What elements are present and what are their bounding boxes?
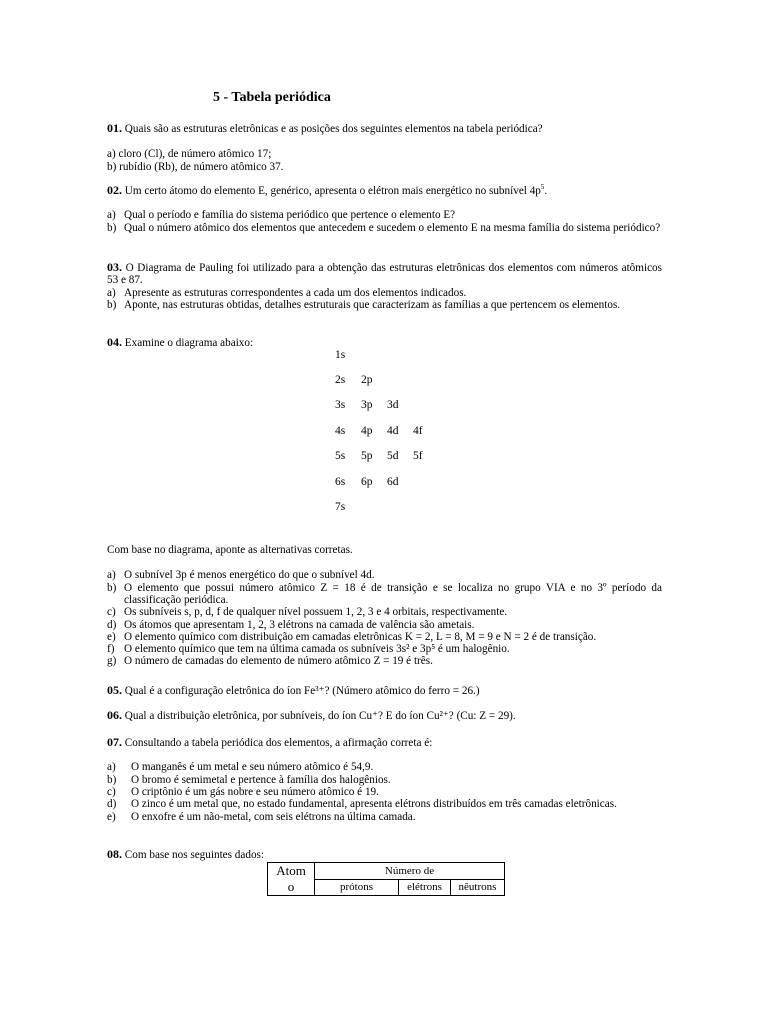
item-text: O subnível 3p é menos energético do que o subnível 4d. bbox=[124, 569, 375, 582]
question-text: O Diagrama de Pauling foi utilizado para a obtenção das estruturas eletrônicas dos elementos com números atômicos 53 e 87. bbox=[107, 262, 662, 287]
sublevel: 7s bbox=[335, 501, 346, 513]
sublevel: 5s bbox=[335, 450, 346, 462]
item-label: a) bbox=[107, 286, 116, 299]
item-label: a) bbox=[107, 761, 116, 774]
question-02 bbox=[107, 184, 662, 234]
list-item bbox=[107, 606, 662, 618]
sublevel: 4f bbox=[413, 425, 423, 437]
table-header-atom bbox=[268, 863, 315, 896]
sublevel: 4d bbox=[387, 425, 399, 437]
question-number: 08. bbox=[107, 847, 122, 861]
item-text: O bromo é semimetal e pertence à família dos halogênios. bbox=[131, 773, 391, 786]
question-06 bbox=[107, 709, 662, 722]
item-label: e) bbox=[107, 810, 116, 823]
prompt-text: Com base no diagrama, aponte as alternativas corretas. bbox=[107, 544, 353, 556]
item-text: O elemento que possui número atômico Z = 18 é de transição e se localiza no grupo VIA e no 3º período da classificação periódica. bbox=[124, 581, 662, 606]
item-label: a) bbox=[107, 209, 116, 222]
item-text: Qual o número atômico dos elementos que antecedem e sucedem o elemento E na mesma família do sistema periódico? bbox=[124, 221, 661, 234]
question-number: 06. bbox=[107, 708, 122, 722]
list-item bbox=[107, 299, 662, 311]
sublevel: 3d bbox=[387, 399, 399, 411]
table-col-header: elétrons bbox=[399, 879, 451, 896]
superscript: 5 bbox=[540, 183, 545, 191]
list-item: a) cloro (Cl), de número atômico 17; bbox=[107, 148, 272, 161]
item-text: O elemento químico que tem na última camada os subníveis 3s² e 3p⁵ é um halogênio. bbox=[124, 643, 510, 656]
item-label: b) bbox=[107, 581, 117, 594]
diagram-row bbox=[335, 450, 439, 462]
list-item bbox=[107, 798, 662, 810]
item-label: c) bbox=[107, 786, 116, 798]
item-label: c) bbox=[107, 606, 116, 619]
item-label: b) bbox=[107, 773, 117, 786]
list-item bbox=[107, 582, 662, 607]
item-text: O zinco é um metal que, no estado fundamental, apresenta elétrons distribuídos em três camadas eletrônicas. bbox=[131, 798, 617, 811]
sublevel: 5f bbox=[413, 450, 423, 462]
item-label: b) bbox=[107, 221, 117, 234]
question-text: Qual a distribuição eletrônica, por subníveis, do íon Cu⁺? E do íon Cu²⁺? (Cu: Z = 29). bbox=[124, 710, 516, 722]
list-item bbox=[107, 619, 662, 631]
sublevel: 6p bbox=[361, 476, 373, 488]
item-text: O manganês é um metal e seu número atômico é 54,9. bbox=[131, 761, 374, 774]
list-item bbox=[107, 569, 662, 581]
diagram-row bbox=[335, 374, 387, 386]
page-title: 5 - Tabela periódica bbox=[213, 90, 331, 105]
question-04 bbox=[107, 336, 662, 349]
question-number: 01. bbox=[107, 121, 122, 135]
sublevel: 5d bbox=[387, 450, 399, 462]
question-01 bbox=[107, 122, 662, 173]
list-item bbox=[107, 222, 662, 234]
list-item bbox=[107, 643, 662, 655]
item-text: O número de camadas do elemento de número atômico Z = 19 é três. bbox=[124, 655, 433, 668]
item-text: Qual o período e família do sistema periódico que pertence o elemento E? bbox=[124, 209, 456, 222]
list-item bbox=[107, 655, 662, 667]
question-04-prompt bbox=[107, 544, 662, 668]
item-text: Aponte, nas estruturas obtidas, detalhes estruturais que caracterizam as famílias a que pertencem os elementos. bbox=[124, 299, 621, 312]
question-08 bbox=[107, 848, 662, 861]
list-item bbox=[107, 761, 662, 773]
question-number: 03. bbox=[107, 260, 122, 274]
sublevel: 2s bbox=[335, 374, 346, 386]
sublevel: 2p bbox=[361, 374, 373, 386]
sublevel: 3p bbox=[361, 399, 373, 411]
item-text: O elemento químico com distribuição em camadas eletrônicas K = 2, L = 8, M = 9 e N = 2 é de transição. bbox=[124, 630, 597, 643]
list-item bbox=[107, 774, 662, 786]
list-item bbox=[107, 631, 662, 643]
list-item bbox=[107, 786, 662, 798]
sublevel: 6s bbox=[335, 476, 346, 488]
question-text: Examine o diagrama abaixo: bbox=[124, 337, 254, 349]
sublevel: 4s bbox=[335, 425, 346, 437]
question-text-end: . bbox=[544, 185, 548, 197]
list-item bbox=[107, 811, 662, 823]
table-col-header: prótons bbox=[315, 879, 399, 896]
question-text: Consultando a tabela periódica dos elementos, a afirmação correta é: bbox=[124, 737, 433, 749]
diagram-row bbox=[335, 425, 439, 437]
question-number: 07. bbox=[107, 735, 122, 749]
atom-header-line1: Atom bbox=[276, 863, 306, 878]
item-label: e) bbox=[107, 630, 116, 643]
question-text: Um certo átomo do elemento E, genérico, apresenta o elétron mais energético no subnível 4p bbox=[124, 185, 541, 197]
item-label: g) bbox=[107, 655, 117, 668]
diagram-row bbox=[335, 349, 361, 361]
question-number: 05. bbox=[107, 683, 122, 697]
item-label: b) bbox=[107, 299, 117, 312]
item-text: Os átomos que apresentam 1, 2, 3 elétrons na camada de valência são ametais. bbox=[124, 618, 475, 631]
item-label: a) bbox=[107, 569, 116, 582]
question-05 bbox=[107, 684, 662, 697]
sublevel: 3s bbox=[335, 399, 346, 411]
item-text: Apresente as estruturas correspondentes a cada um dos elementos indicados. bbox=[124, 286, 467, 299]
question-number: 02. bbox=[107, 183, 122, 197]
item-text: O enxofre é um não-metal, com seis elétrons na última camada. bbox=[131, 810, 416, 823]
diagram-row bbox=[335, 501, 361, 513]
item-text: O criptônio é um gás nobre e seu número atômico é 19. bbox=[131, 786, 379, 798]
question-text: Quais são as estruturas eletrônicas e as posições dos seguintes elementos na tabela periódica? bbox=[124, 123, 543, 135]
atom-header-line2: o bbox=[287, 879, 295, 894]
table-header-group: Número de bbox=[315, 863, 505, 880]
sublevel: 6d bbox=[387, 476, 399, 488]
item-text: Os subníveis s, p, d, f de qualquer nível possuem 1, 2, 3 e 4 orbitais, respectivamente. bbox=[124, 606, 508, 619]
diagram-row bbox=[335, 399, 413, 411]
question-07 bbox=[107, 736, 662, 823]
question-03 bbox=[107, 261, 662, 311]
sublevel: 1s bbox=[335, 349, 346, 361]
diagram-row bbox=[335, 476, 413, 488]
item-label: f) bbox=[107, 643, 115, 656]
list-item bbox=[107, 209, 662, 221]
list-item bbox=[107, 287, 662, 299]
sublevel: 4p bbox=[361, 425, 373, 437]
item-label: d) bbox=[107, 618, 117, 631]
table-col-header: nêutrons bbox=[451, 879, 505, 896]
question-text: Com base nos seguintes dados: bbox=[124, 849, 265, 861]
data-table bbox=[267, 862, 505, 896]
item-label: d) bbox=[107, 798, 117, 811]
sublevel: 5p bbox=[361, 450, 373, 462]
list-item: b) rubídio (Rb), de número atômico 37. bbox=[107, 160, 284, 173]
question-text: Qual é a configuração eletrônica do íon Fe³⁺? (Número atômico do ferro = 26.) bbox=[124, 685, 480, 697]
question-number: 04. bbox=[107, 335, 122, 349]
